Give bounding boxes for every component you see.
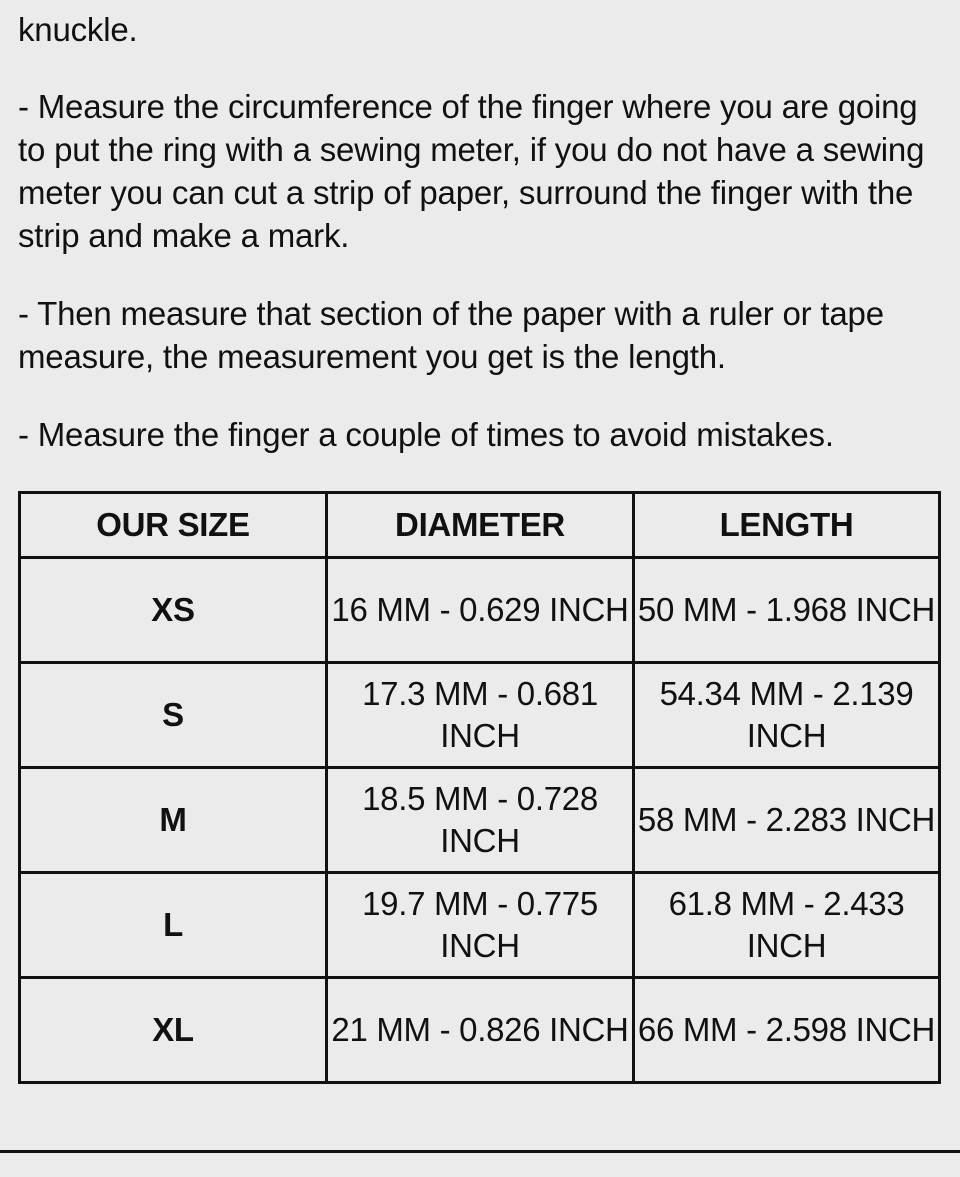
size-cell: M <box>20 768 327 873</box>
table-row <box>20 873 940 978</box>
size-cell: XL <box>20 978 327 1083</box>
bottom-divider <box>0 1150 960 1153</box>
header-our-size: OUR SIZE <box>20 493 327 558</box>
diameter-cell: 16 MM - 0.629 INCH <box>327 558 634 663</box>
step-measure-with-ruler: - Then measure that section of the paper with a ruler or tape measure, the measurement you get is the length. <box>18 295 884 375</box>
table-row <box>20 663 940 768</box>
size-cell: S <box>20 663 327 768</box>
diameter-cell: 19.7 MM - 0.775 INCH <box>327 873 634 978</box>
table-row <box>20 768 940 873</box>
size-cell: XS <box>20 558 327 663</box>
diameter-cell: 17.3 MM - 0.681 INCH <box>327 663 634 768</box>
table-row <box>20 978 940 1083</box>
step-repeat-measurement: - Measure the finger a couple of times to avoid mistakes. <box>18 416 834 453</box>
length-cell: 50 MM - 1.968 INCH <box>634 558 940 663</box>
size-cell: L <box>20 873 327 978</box>
header-length: LENGTH <box>634 493 940 558</box>
ring-size-table <box>18 491 941 1084</box>
diameter-cell: 21 MM - 0.826 INCH <box>327 978 634 1083</box>
table-row <box>20 558 940 663</box>
length-cell: 61.8 MM - 2.433 INCH <box>634 873 940 978</box>
step-measure-circumference: - Measure the circumference of the finger where you are going to put the ring with a sewing meter, if you do not have a sewing meter you can cut a strip of paper, surround the finger with the strip and make a mark. <box>18 88 925 254</box>
header-diameter: DIAMETER <box>327 493 634 558</box>
intro-tail-text: knuckle. <box>18 11 138 48</box>
length-cell: 66 MM - 2.598 INCH <box>634 978 940 1083</box>
length-cell: 58 MM - 2.283 INCH <box>634 768 940 873</box>
table-header-row <box>20 493 940 558</box>
diameter-cell: 18.5 MM - 0.728 INCH <box>327 768 634 873</box>
length-cell: 54.34 MM - 2.139 INCH <box>634 663 940 768</box>
